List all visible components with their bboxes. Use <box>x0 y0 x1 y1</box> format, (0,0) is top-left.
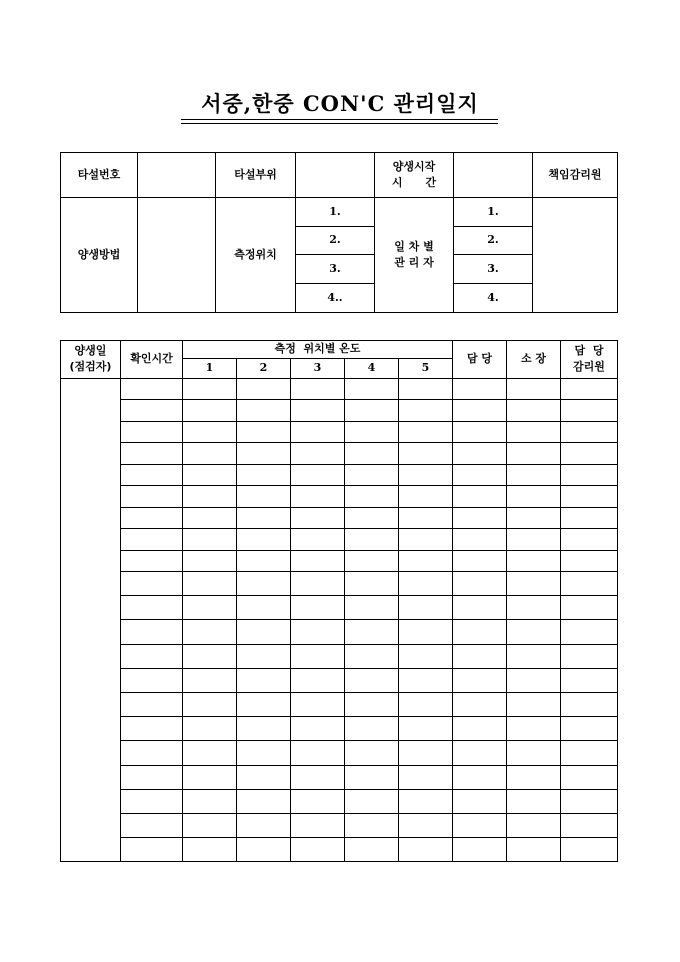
log-cell[interactable] <box>507 789 561 813</box>
log-cell[interactable] <box>237 596 291 620</box>
log-cell[interactable] <box>121 421 183 443</box>
manager-cell[interactable]: 4. <box>454 284 533 313</box>
log-cell[interactable] <box>561 421 618 443</box>
log-cell[interactable] <box>183 486 237 508</box>
log-cell[interactable] <box>507 421 561 443</box>
log-cell[interactable] <box>183 378 237 400</box>
supervisor-value[interactable] <box>533 198 618 313</box>
position-cell[interactable]: 1. <box>296 198 375 227</box>
log-cell[interactable] <box>561 486 618 508</box>
log-cell[interactable] <box>561 741 618 765</box>
log-cell[interactable] <box>453 443 507 465</box>
log-cell[interactable] <box>399 692 453 716</box>
log-cell[interactable] <box>183 789 237 813</box>
log-cell[interactable] <box>345 813 399 837</box>
cure-day-header <box>61 341 121 379</box>
log-cell[interactable] <box>399 596 453 620</box>
log-cell[interactable] <box>183 421 237 443</box>
log-cell[interactable] <box>399 789 453 813</box>
log-cell[interactable] <box>121 486 183 508</box>
table-row <box>61 572 618 596</box>
log-cell[interactable] <box>345 378 399 400</box>
table-row <box>61 765 618 789</box>
log-cell[interactable] <box>237 668 291 692</box>
page-title: 서중,한중 CON'C 관리일지 <box>201 91 479 116</box>
log-cell[interactable] <box>453 765 507 789</box>
pour-no-label: 타설번호 <box>61 153 138 198</box>
log-cell[interactable] <box>121 596 183 620</box>
log-cell[interactable] <box>237 464 291 486</box>
log-cell[interactable] <box>561 692 618 716</box>
log-cell[interactable] <box>453 572 507 596</box>
table-row <box>61 813 618 837</box>
log-cell[interactable] <box>345 443 399 465</box>
position-cell[interactable]: 3. <box>296 255 375 284</box>
check-time-header: 확인시간 <box>121 341 183 379</box>
log-cell[interactable] <box>291 668 345 692</box>
log-cell[interactable] <box>183 596 237 620</box>
log-cell[interactable] <box>237 692 291 716</box>
log-cell[interactable] <box>345 507 399 529</box>
table-row <box>61 668 618 692</box>
log-cell[interactable] <box>399 668 453 692</box>
log-cell[interactable] <box>345 486 399 508</box>
log-cell[interactable] <box>399 421 453 443</box>
log-cell[interactable] <box>291 400 345 422</box>
log-cell[interactable] <box>183 550 237 572</box>
log-cell[interactable] <box>291 421 345 443</box>
log-cell[interactable] <box>399 741 453 765</box>
log-cell[interactable] <box>183 572 237 596</box>
log-cell[interactable] <box>399 644 453 668</box>
log-cell[interactable] <box>399 443 453 465</box>
log-cell[interactable] <box>237 741 291 765</box>
table-row <box>61 644 618 668</box>
log-cell[interactable] <box>507 668 561 692</box>
table-row <box>61 620 618 644</box>
log-cell[interactable] <box>237 644 291 668</box>
log-cell[interactable] <box>237 443 291 465</box>
log-cell[interactable] <box>183 717 237 741</box>
title-underline <box>181 119 498 120</box>
log-cell[interactable] <box>507 400 561 422</box>
log-cell[interactable] <box>237 838 291 862</box>
log-cell[interactable] <box>561 644 618 668</box>
log-cell[interactable] <box>291 443 345 465</box>
table-row <box>61 692 618 716</box>
log-cell[interactable] <box>453 507 507 529</box>
cure-method-label: 양생방법 <box>61 198 138 313</box>
log-table <box>60 340 618 862</box>
table-row <box>61 529 618 551</box>
log-cell[interactable] <box>453 486 507 508</box>
log-cell[interactable] <box>507 692 561 716</box>
log-cell[interactable] <box>121 529 183 551</box>
manager-cell[interactable]: 1. <box>454 198 533 227</box>
table-row <box>61 378 618 400</box>
log-cell[interactable] <box>121 572 183 596</box>
log-cell[interactable] <box>183 400 237 422</box>
log-cell[interactable] <box>399 717 453 741</box>
log-cell[interactable] <box>183 838 237 862</box>
log-cell[interactable] <box>237 765 291 789</box>
log-cell[interactable] <box>121 400 183 422</box>
log-cell[interactable] <box>291 550 345 572</box>
log-cell[interactable] <box>237 550 291 572</box>
log-cell[interactable] <box>121 765 183 789</box>
daily-manager-label <box>375 198 454 313</box>
position-cell[interactable]: 2. <box>296 227 375 255</box>
log-cell[interactable] <box>507 596 561 620</box>
log-cell[interactable] <box>121 692 183 716</box>
log-cell[interactable] <box>183 765 237 789</box>
log-cell[interactable] <box>453 620 507 644</box>
log-cell[interactable] <box>121 813 183 837</box>
log-cell[interactable] <box>237 620 291 644</box>
table-row <box>61 464 618 486</box>
log-cell[interactable] <box>345 620 399 644</box>
position-header: 5 <box>399 358 453 378</box>
log-cell[interactable] <box>345 596 399 620</box>
position-cell[interactable]: 4.. <box>296 284 375 313</box>
log-cell[interactable] <box>183 620 237 644</box>
log-cell[interactable] <box>345 400 399 422</box>
log-cell[interactable] <box>291 507 345 529</box>
table-row <box>61 596 618 620</box>
log-cell[interactable] <box>345 838 399 862</box>
log-cell[interactable] <box>507 838 561 862</box>
log-cell[interactable] <box>183 507 237 529</box>
log-cell[interactable] <box>121 741 183 765</box>
manager-cell[interactable]: 3. <box>454 255 533 284</box>
log-cell[interactable] <box>345 644 399 668</box>
log-cell[interactable] <box>183 668 237 692</box>
supervisor-label: 책임감리원 <box>533 153 618 198</box>
log-cell[interactable] <box>561 464 618 486</box>
log-cell[interactable] <box>291 741 345 765</box>
log-cell[interactable] <box>121 378 183 400</box>
log-cell[interactable] <box>237 507 291 529</box>
log-cell[interactable] <box>345 572 399 596</box>
log-cell[interactable] <box>399 572 453 596</box>
log-cell[interactable] <box>453 789 507 813</box>
log-cell[interactable] <box>399 620 453 644</box>
log-cell[interactable] <box>291 378 345 400</box>
log-cell[interactable] <box>345 464 399 486</box>
log-cell[interactable] <box>183 813 237 837</box>
log-cell[interactable] <box>561 572 618 596</box>
log-cell[interactable] <box>237 813 291 837</box>
log-cell[interactable] <box>345 741 399 765</box>
pour-location-label: 타설부위 <box>216 153 296 198</box>
log-cell[interactable] <box>291 529 345 551</box>
measure-position-label: 측정위치 <box>216 198 296 313</box>
log-cell[interactable] <box>453 550 507 572</box>
log-cell[interactable] <box>561 717 618 741</box>
log-cell[interactable] <box>183 529 237 551</box>
log-cell[interactable] <box>453 692 507 716</box>
table-row <box>61 443 618 465</box>
info-table <box>60 152 618 313</box>
table-row <box>61 507 618 529</box>
label-line: 감리원 <box>573 360 605 374</box>
position-header: 1 <box>183 358 237 378</box>
log-cell[interactable] <box>345 789 399 813</box>
log-cell[interactable] <box>453 596 507 620</box>
log-cell[interactable] <box>237 421 291 443</box>
log-cell[interactable] <box>237 572 291 596</box>
log-cell[interactable] <box>237 789 291 813</box>
log-cell[interactable] <box>399 529 453 551</box>
log-cell[interactable] <box>453 741 507 765</box>
log-cell[interactable] <box>453 668 507 692</box>
log-cell[interactable] <box>507 572 561 596</box>
temp-header: 측정 위치별 온도 <box>183 341 453 359</box>
in-charge-header: 담 당 <box>453 341 507 379</box>
log-cell[interactable] <box>561 765 618 789</box>
pour-location-value[interactable] <box>296 153 375 198</box>
log-cell[interactable] <box>237 717 291 741</box>
log-cell[interactable] <box>561 789 618 813</box>
label-line: 양생일 <box>74 343 107 357</box>
log-cell[interactable] <box>507 550 561 572</box>
table-row <box>61 421 618 443</box>
log-cell[interactable] <box>399 838 453 862</box>
log-cell[interactable] <box>507 464 561 486</box>
log-cell[interactable] <box>399 765 453 789</box>
log-cell[interactable] <box>453 464 507 486</box>
log-cell[interactable] <box>237 486 291 508</box>
log-cell[interactable] <box>453 529 507 551</box>
log-cell[interactable] <box>345 692 399 716</box>
log-cell[interactable] <box>561 620 618 644</box>
log-cell[interactable] <box>237 378 291 400</box>
log-cell[interactable] <box>561 400 618 422</box>
log-cell[interactable] <box>453 644 507 668</box>
log-cell[interactable] <box>561 668 618 692</box>
log-cell[interactable] <box>291 572 345 596</box>
log-cell[interactable] <box>291 692 345 716</box>
log-cell[interactable] <box>291 486 345 508</box>
log-cell[interactable] <box>561 813 618 837</box>
log-cell[interactable] <box>183 443 237 465</box>
log-cell[interactable] <box>345 421 399 443</box>
log-cell[interactable] <box>399 550 453 572</box>
log-cell[interactable] <box>507 486 561 508</box>
log-cell[interactable] <box>121 443 183 465</box>
log-cell[interactable] <box>399 400 453 422</box>
log-cell[interactable] <box>561 443 618 465</box>
log-cell[interactable] <box>183 692 237 716</box>
log-cell[interactable] <box>291 789 345 813</box>
position-header: 2 <box>237 358 291 378</box>
position-header: 3 <box>291 358 345 378</box>
log-cell[interactable] <box>399 813 453 837</box>
pour-no-value[interactable] <box>138 153 216 198</box>
log-cell[interactable] <box>291 813 345 837</box>
log-cell[interactable] <box>345 717 399 741</box>
log-cell[interactable] <box>453 813 507 837</box>
log-cell[interactable] <box>345 529 399 551</box>
cure-day-cell[interactable] <box>61 378 121 862</box>
log-cell[interactable] <box>453 400 507 422</box>
log-cell[interactable] <box>507 443 561 465</box>
log-cell[interactable] <box>561 596 618 620</box>
log-cell[interactable] <box>291 644 345 668</box>
log-cell[interactable] <box>121 507 183 529</box>
manager-cell[interactable]: 2. <box>454 227 533 255</box>
log-cell[interactable] <box>291 765 345 789</box>
table-row <box>61 717 618 741</box>
log-cell[interactable] <box>291 620 345 644</box>
log-cell[interactable] <box>183 644 237 668</box>
supervisor-header <box>561 341 618 379</box>
label-line: 담 당 <box>574 343 604 357</box>
log-cell[interactable] <box>121 668 183 692</box>
label-line: 일 차 별 <box>394 239 434 253</box>
log-cell[interactable] <box>291 464 345 486</box>
table-row <box>61 838 618 862</box>
log-cell[interactable] <box>399 464 453 486</box>
cure-start-value[interactable] <box>454 153 533 198</box>
table-row <box>61 550 618 572</box>
cure-start-label <box>375 153 454 198</box>
log-cell[interactable] <box>121 717 183 741</box>
log-cell[interactable] <box>399 486 453 508</box>
log-cell[interactable] <box>291 838 345 862</box>
label-line: 시 간 <box>391 176 437 189</box>
table-row <box>61 789 618 813</box>
label-line: (점검자) <box>69 360 112 374</box>
log-cell[interactable] <box>121 789 183 813</box>
log-cell[interactable] <box>345 668 399 692</box>
log-cell[interactable] <box>561 550 618 572</box>
table-row <box>61 741 618 765</box>
log-cell[interactable] <box>237 400 291 422</box>
log-cell[interactable] <box>121 550 183 572</box>
cure-method-value[interactable] <box>138 198 216 313</box>
site-chief-header: 소 장 <box>507 341 561 379</box>
label-line: 관 리 자 <box>394 256 434 269</box>
table-row <box>61 486 618 508</box>
log-cell[interactable] <box>183 464 237 486</box>
log-cell[interactable] <box>121 644 183 668</box>
title-underline <box>181 123 498 124</box>
log-cell[interactable] <box>399 378 453 400</box>
log-cell[interactable] <box>345 765 399 789</box>
log-cell[interactable] <box>183 741 237 765</box>
log-cell[interactable] <box>507 507 561 529</box>
log-cell[interactable] <box>561 378 618 400</box>
position-header: 4 <box>345 358 399 378</box>
log-cell[interactable] <box>453 717 507 741</box>
log-cell[interactable] <box>121 464 183 486</box>
log-cell[interactable] <box>507 813 561 837</box>
log-cell[interactable] <box>399 507 453 529</box>
log-cell[interactable] <box>507 644 561 668</box>
log-cell[interactable] <box>507 529 561 551</box>
log-cell[interactable] <box>345 550 399 572</box>
log-cell[interactable] <box>291 596 345 620</box>
log-cell[interactable] <box>561 838 618 862</box>
log-cell[interactable] <box>453 838 507 862</box>
log-cell[interactable] <box>507 741 561 765</box>
table-row <box>61 400 618 422</box>
log-cell[interactable] <box>453 378 507 400</box>
log-cell[interactable] <box>507 765 561 789</box>
log-cell[interactable] <box>507 620 561 644</box>
label-line: 양생시작 <box>392 159 436 173</box>
log-cell[interactable] <box>121 620 183 644</box>
log-cell[interactable] <box>291 717 345 741</box>
log-cell[interactable] <box>453 421 507 443</box>
log-cell[interactable] <box>237 529 291 551</box>
log-cell[interactable] <box>121 838 183 862</box>
log-cell[interactable] <box>507 717 561 741</box>
log-cell[interactable] <box>507 378 561 400</box>
log-cell[interactable] <box>561 529 618 551</box>
log-cell[interactable] <box>561 507 618 529</box>
